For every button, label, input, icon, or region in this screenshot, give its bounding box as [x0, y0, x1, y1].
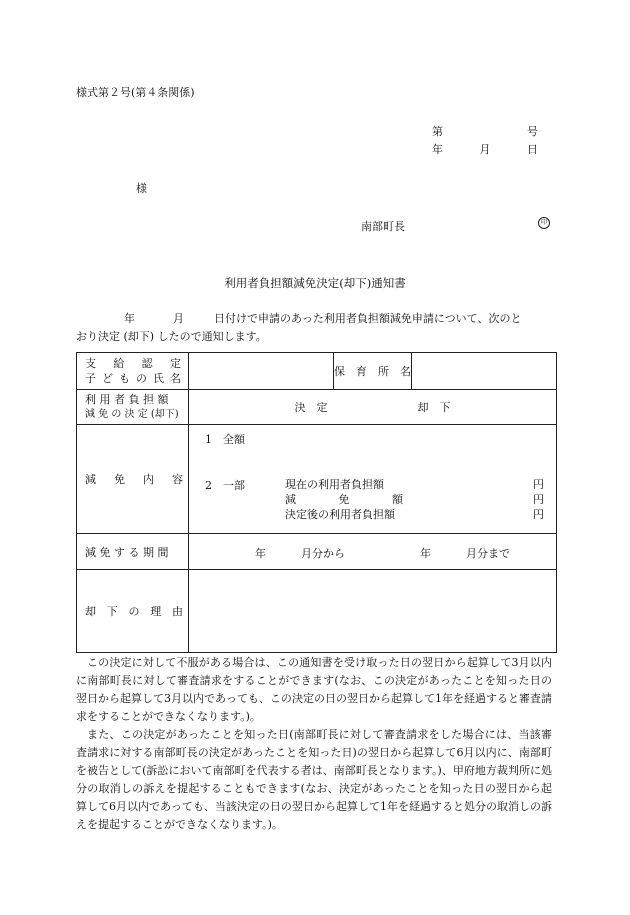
yen-unit: 円	[533, 478, 544, 491]
notice-table	[76, 352, 557, 653]
yen-unit: 円	[533, 493, 544, 506]
reject-label-char: 由	[172, 605, 183, 618]
seal-mark: 印	[538, 217, 550, 229]
addressee: 様	[136, 182, 147, 195]
period-year2: 年	[420, 547, 431, 560]
period-label: 減 免 す る 期 間	[77, 534, 189, 570]
reject-label-char: 下	[106, 605, 118, 618]
partial-amount-label: 現在の利用者負担額	[285, 478, 384, 491]
period-row	[77, 534, 557, 570]
doc-date-day: 日	[527, 143, 538, 156]
reduction-label-char: 免	[114, 473, 125, 486]
option-reject[interactable]: 却 下	[417, 401, 451, 414]
child-label-char: 名	[170, 372, 181, 385]
child-name-field[interactable]	[189, 353, 334, 390]
decision-label: 利 用 者 負 担 額 減 免 の 決 定 (却下)	[77, 390, 189, 425]
issuer-name: 南部町長	[361, 220, 405, 233]
reject-label-char: 却	[85, 605, 96, 618]
intro-year: 年	[124, 312, 135, 325]
reduction-row	[77, 425, 557, 534]
reduction-label-char: 容	[172, 473, 183, 486]
intro-paragraph	[76, 310, 556, 346]
yen-unit: 円	[533, 508, 544, 521]
reject-row	[77, 570, 557, 653]
document-number	[432, 123, 538, 139]
nursery-name-field[interactable]	[412, 353, 557, 390]
doc-number-suffix: 号	[527, 125, 538, 138]
child-label-char: 子	[85, 372, 96, 385]
child-label-char: 給	[113, 357, 125, 370]
document-title: 利用者負担額減免決定(却下)通知書	[224, 276, 406, 290]
intro-line1: 日付けで申請のあった利用者負担額減免申請について、次のと	[214, 312, 522, 325]
child-row	[77, 353, 557, 390]
note-paragraph-1: この決定に対して不服がある場合は、この通知書を受け取った日の翌日から起算して3月以内に南部町長に対して審査請求をすることができます(なお、この決定があったことを知った日の翌日から起算して3月以内であっても、この決定の日の翌日から起算して1年を経過すると審査請求をすることができなくなります。)。	[76, 656, 552, 723]
reject-label-char: 理	[150, 605, 162, 618]
child-label-char: 認	[141, 357, 153, 370]
child-label-char: 定	[169, 357, 181, 370]
option-decide[interactable]: 決 定	[294, 401, 328, 414]
decision-row	[77, 390, 557, 425]
doc-number-prefix: 第	[432, 125, 443, 138]
child-label-char: 支	[85, 357, 96, 370]
child-label-char: 氏	[153, 372, 164, 385]
note-paragraph-2: また、この決定があったことを知った日(南部町長に対して審査請求をした場合には、当該審査請求に対する南部町長の決定があったことを知った日)の翌日から起算して6月以内に、南部町を被告として(訴訟において南部町を代表する者は、南部町長となります。)、甲府地方裁判所に処分の取消しの訴えを提起することもできます(なお、決定があったことを知った日の翌日から起算して6月以内であっても、当該決定の日の翌日から起算して1年を経過すると処分の取消しの訴えを提起することができなくなります。)。	[76, 728, 552, 831]
form-label: 様式第２号(第４条関係)	[76, 86, 195, 99]
partial-amount-label: 決定後の利用者負担額	[285, 508, 395, 521]
nursery-label: 保 育 所 名	[334, 353, 412, 390]
decision-options	[189, 390, 557, 425]
option-partial[interactable]: 2 一部	[205, 479, 245, 492]
period-to: 月分まで	[466, 547, 510, 560]
partial-amount-label: 減 免 額	[285, 493, 403, 506]
appeal-notes	[76, 654, 552, 834]
period-from: 月分から	[301, 547, 345, 560]
intro-month: 月	[173, 312, 184, 325]
reduction-content	[189, 425, 557, 534]
reduction-label	[77, 425, 189, 534]
period-content	[189, 534, 557, 570]
period-year1: 年	[255, 547, 266, 560]
child-label-char: の	[136, 372, 147, 385]
reduction-label-char: 内	[143, 473, 154, 486]
child-name-label	[77, 353, 189, 390]
child-label-char: ど	[102, 372, 113, 385]
doc-date-month: 月	[479, 143, 491, 156]
intro-line2: おり決定 (却下) したので通知します。	[76, 330, 267, 343]
reduction-label-char: 減	[85, 473, 96, 486]
reject-reason-field[interactable]	[189, 570, 557, 653]
document-date	[432, 141, 538, 157]
doc-date-year: 年	[432, 143, 443, 156]
reject-label-char: の	[128, 605, 140, 618]
child-label-char: も	[119, 372, 130, 385]
option-full[interactable]: 1 全額	[205, 433, 245, 446]
reject-reason-label	[77, 570, 189, 653]
